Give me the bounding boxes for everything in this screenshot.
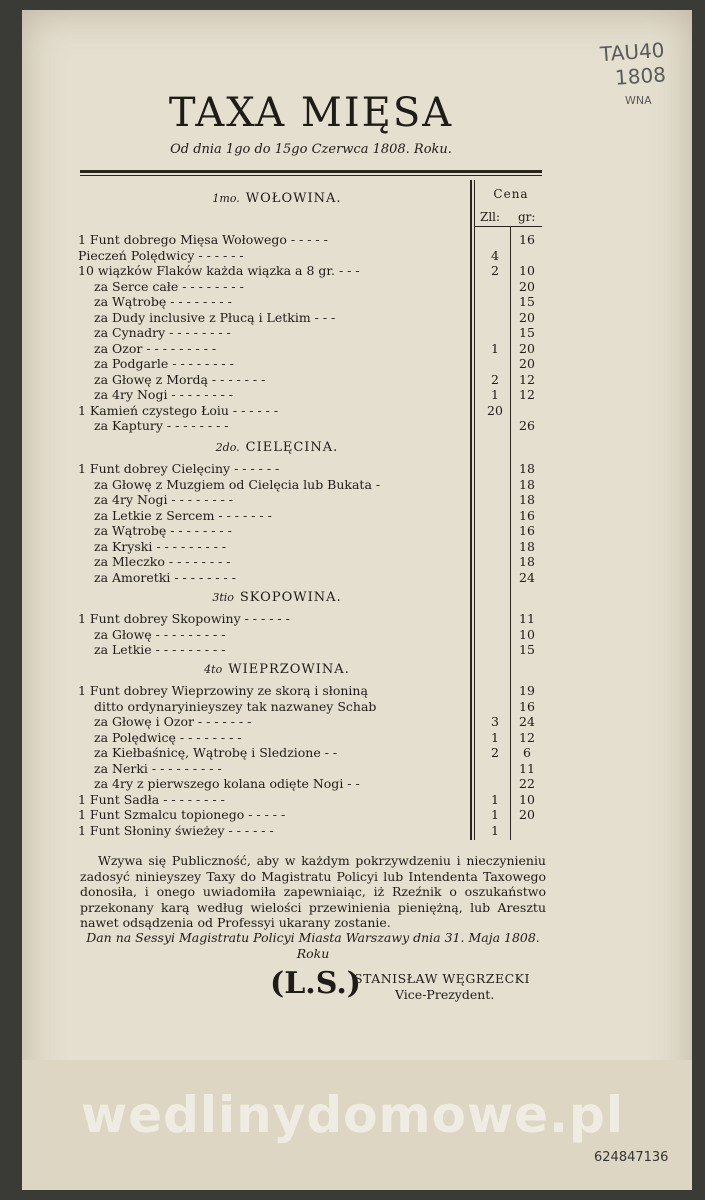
document-subtitle: Od dnia 1go do 15go Czerwca 1808. Roku. xyxy=(170,142,452,157)
column-zloty-header: Zll: xyxy=(480,210,501,224)
item-description: za Wątrobę - - - - - - - - xyxy=(94,294,232,309)
header-rule xyxy=(80,170,542,173)
item-description: 1 Funt dobrey Cielęciny - - - - - - xyxy=(78,461,280,476)
section-number: 2do. xyxy=(215,441,240,454)
price-row xyxy=(78,745,548,761)
item-description: Pieczeń Polędwicy - - - - - - xyxy=(78,247,244,263)
price-grosz: 22 xyxy=(519,776,535,791)
price-row xyxy=(78,554,548,570)
item-description: 1 Funt Szmalcu topionego - - - - - xyxy=(78,807,286,822)
item-description: 1 Funt dobrego Mięsa Wołowego - - - - - xyxy=(78,232,328,247)
price-grosz: 20 xyxy=(519,356,535,371)
price-row xyxy=(78,823,548,839)
price-grosz: 10 xyxy=(519,626,535,642)
price-zloty: 20 xyxy=(487,402,503,418)
item-description: za Głowę - - - - - - - - - xyxy=(94,626,226,642)
item-description: 1 Kamień czystego Łoiu - - - - - - xyxy=(78,402,279,418)
item-description: za Kaptury - - - - - - - - xyxy=(94,418,229,433)
price-zloty: 3 xyxy=(491,714,499,729)
item-description: 1 Funt dobrey Skopowiny - - - - - - xyxy=(78,611,290,626)
price-zloty: 2 xyxy=(491,371,499,387)
price-grosz: 20 xyxy=(519,278,535,294)
document-title: TAXA MIĘSA xyxy=(168,90,454,136)
item-description: za Ozor - - - - - - - - - xyxy=(94,340,217,356)
item-description: za 4ry z pierwszego kolana odięte Nogi - - xyxy=(94,776,360,791)
price-row xyxy=(78,492,548,508)
item-description: 1 Funt Sadła - - - - - - - - xyxy=(78,791,225,807)
price-zloty: 2 xyxy=(491,263,499,278)
price-row xyxy=(78,642,548,658)
signer-title: Vice-Prezydent. xyxy=(395,987,495,1002)
catalog-number: 624847136 xyxy=(594,1150,669,1165)
price-row xyxy=(78,356,548,372)
section-heading xyxy=(80,662,474,677)
price-row xyxy=(78,508,548,524)
price-row xyxy=(78,248,548,264)
section-number: 3tio xyxy=(212,591,234,604)
item-description: za Mleczko - - - - - - - - xyxy=(94,554,231,569)
price-zloty: 1 xyxy=(491,822,499,838)
price-row xyxy=(78,730,548,746)
price-row xyxy=(78,539,548,555)
price-grosz: 19 xyxy=(519,683,535,698)
price-zloty: 1 xyxy=(491,387,499,402)
price-grosz: 24 xyxy=(519,569,535,585)
price-grosz: 20 xyxy=(519,807,535,822)
price-grosz: 16 xyxy=(519,698,535,714)
price-grosz: 10 xyxy=(519,263,535,278)
price-grosz: 20 xyxy=(519,309,535,325)
price-grosz: 18 xyxy=(519,492,535,507)
price-row xyxy=(78,418,548,434)
price-grosz: 26 xyxy=(519,418,535,433)
header-rule-thin xyxy=(80,175,542,176)
price-grosz: 16 xyxy=(519,523,535,538)
section-name: WIEPRZOWINA. xyxy=(228,662,350,677)
item-description: za Nerki - - - - - - - - - xyxy=(94,760,222,776)
item-description: za Letkie - - - - - - - - - xyxy=(94,642,226,657)
price-row xyxy=(78,714,548,730)
price-zloty: 1 xyxy=(491,340,499,356)
seal-mark: (L.S.) xyxy=(270,966,361,1001)
item-description: ditto ordynaryinieyszey tak nazwaney Schab xyxy=(94,698,377,714)
price-grosz: 18 xyxy=(519,461,535,476)
price-zloty: 1 xyxy=(491,729,499,745)
item-description: za Kryski - - - - - - - - - xyxy=(94,538,227,554)
item-description: za 4ry Nogi - - - - - - - - xyxy=(94,492,234,507)
item-description: 10 wiązków Flaków każda wiązka a 8 gr. - - - xyxy=(78,263,360,278)
item-description: za Wątrobę - - - - - - - - xyxy=(94,523,232,538)
price-row xyxy=(78,570,548,586)
item-description: za Cynadry - - - - - - - - xyxy=(94,325,231,340)
price-grosz: 15 xyxy=(519,294,535,309)
pencil-note-small: WNA xyxy=(625,94,652,107)
price-zloty: 2 xyxy=(491,745,499,760)
price-grosz: 20 xyxy=(519,340,535,356)
price-grosz: 12 xyxy=(519,729,535,745)
item-description: za Głowę z Muzgiem od Cielęcia lub Bukata - xyxy=(94,476,381,492)
price-grosz: 18 xyxy=(519,538,535,554)
item-description: za Letkie z Sercem - - - - - - - xyxy=(94,507,272,523)
section-heading xyxy=(80,191,474,206)
price-row xyxy=(78,372,548,388)
price-row xyxy=(78,403,548,419)
price-row xyxy=(78,523,548,539)
item-description: za Polędwicę - - - - - - - - xyxy=(94,729,242,745)
public-notice: Wzywa się Publiczność, aby w każdym pokrzywdzeniu i nieczynieniu zadosyć ninieyszey Taxy do Magistratu Policyi lub Intendenta Taxowego donosiła, i onego uwiadomiła zapewniaiąc, iż Rzeźnik o oszukaństwo przekonany karą według wielości przewinienia pieniężną, lub Aresztu nawet odsądzenia od Professyi ukarany zostanie. xyxy=(80,853,546,930)
price-row xyxy=(78,477,548,493)
section-name: CIELĘCINA. xyxy=(245,440,339,455)
price-grosz: 16 xyxy=(519,507,535,523)
price-row xyxy=(78,683,548,699)
price-zloty: 1 xyxy=(491,791,499,807)
price-grosz: 11 xyxy=(519,611,535,626)
section-name: WOŁOWINA. xyxy=(245,191,342,206)
price-grosz: 18 xyxy=(519,476,535,492)
item-description: za 4ry Nogi - - - - - - - - xyxy=(94,387,234,402)
pencil-note: TAU40 xyxy=(599,37,666,67)
section-number: 4to xyxy=(204,663,223,676)
price-grosz: 16 xyxy=(519,232,535,247)
price-zloty: 1 xyxy=(491,807,499,822)
column-grosz-header: gr: xyxy=(518,210,536,224)
price-zloty: 4 xyxy=(491,247,499,263)
price-grosz: 12 xyxy=(519,387,535,402)
section-number: 1mo. xyxy=(212,192,240,205)
item-description: za Podgarle - - - - - - - - xyxy=(94,356,234,371)
price-header: Cena xyxy=(493,187,529,201)
price-grosz: 6 xyxy=(523,745,531,760)
price-row xyxy=(78,792,548,808)
price-row xyxy=(78,387,548,403)
price-row xyxy=(78,627,548,643)
site-watermark: wedlinydomowe.pl xyxy=(81,1086,624,1144)
price-row xyxy=(78,325,548,341)
price-row xyxy=(78,611,548,627)
price-grosz: 12 xyxy=(519,371,535,387)
price-row xyxy=(78,310,548,326)
price-header-rule xyxy=(474,226,542,227)
price-row xyxy=(78,461,548,477)
price-row xyxy=(78,279,548,295)
item-description: 1 Funt Słoniny świeżey - - - - - - xyxy=(78,822,274,838)
item-description: za Kiełbaśnicę, Wątrobę i Sledzione - - xyxy=(94,745,338,760)
price-row xyxy=(78,341,548,357)
pencil-note-year: 1808 xyxy=(614,62,667,90)
section-name: SKOPOWINA. xyxy=(239,590,342,605)
price-grosz: 15 xyxy=(519,642,535,657)
item-description: 1 Funt dobrey Wieprzowiny ze skorą i słoniną xyxy=(78,683,368,698)
price-row xyxy=(78,761,548,777)
item-description: za Głowę i Ozor - - - - - - - xyxy=(94,714,252,729)
price-row xyxy=(78,294,548,310)
price-grosz: 24 xyxy=(519,714,535,729)
price-grosz: 18 xyxy=(519,554,535,569)
item-description: za Amoretki - - - - - - - - xyxy=(94,569,236,585)
signer-name: STANISŁAW WĘGRZECKI xyxy=(354,971,530,986)
price-grosz: 11 xyxy=(519,760,535,776)
price-row xyxy=(78,263,548,279)
price-grosz: 15 xyxy=(519,325,535,340)
section-heading xyxy=(80,440,474,455)
price-row xyxy=(78,776,548,792)
price-row xyxy=(78,699,548,715)
issued-by-line: Dan na Sessyi Magistratu Policyi Miasta Warszawy dnia 31. Maja 1808. Roku xyxy=(86,930,540,961)
price-grosz: 10 xyxy=(519,791,535,807)
item-description: za Głowę z Mordą - - - - - - - xyxy=(94,371,266,387)
item-description: za Serce całe - - - - - - - - xyxy=(94,278,244,294)
price-row xyxy=(78,232,548,248)
item-description: za Dudy inclusive z Płucą i Letkim - - - xyxy=(94,309,336,325)
price-row xyxy=(78,807,548,823)
section-heading xyxy=(80,590,474,605)
